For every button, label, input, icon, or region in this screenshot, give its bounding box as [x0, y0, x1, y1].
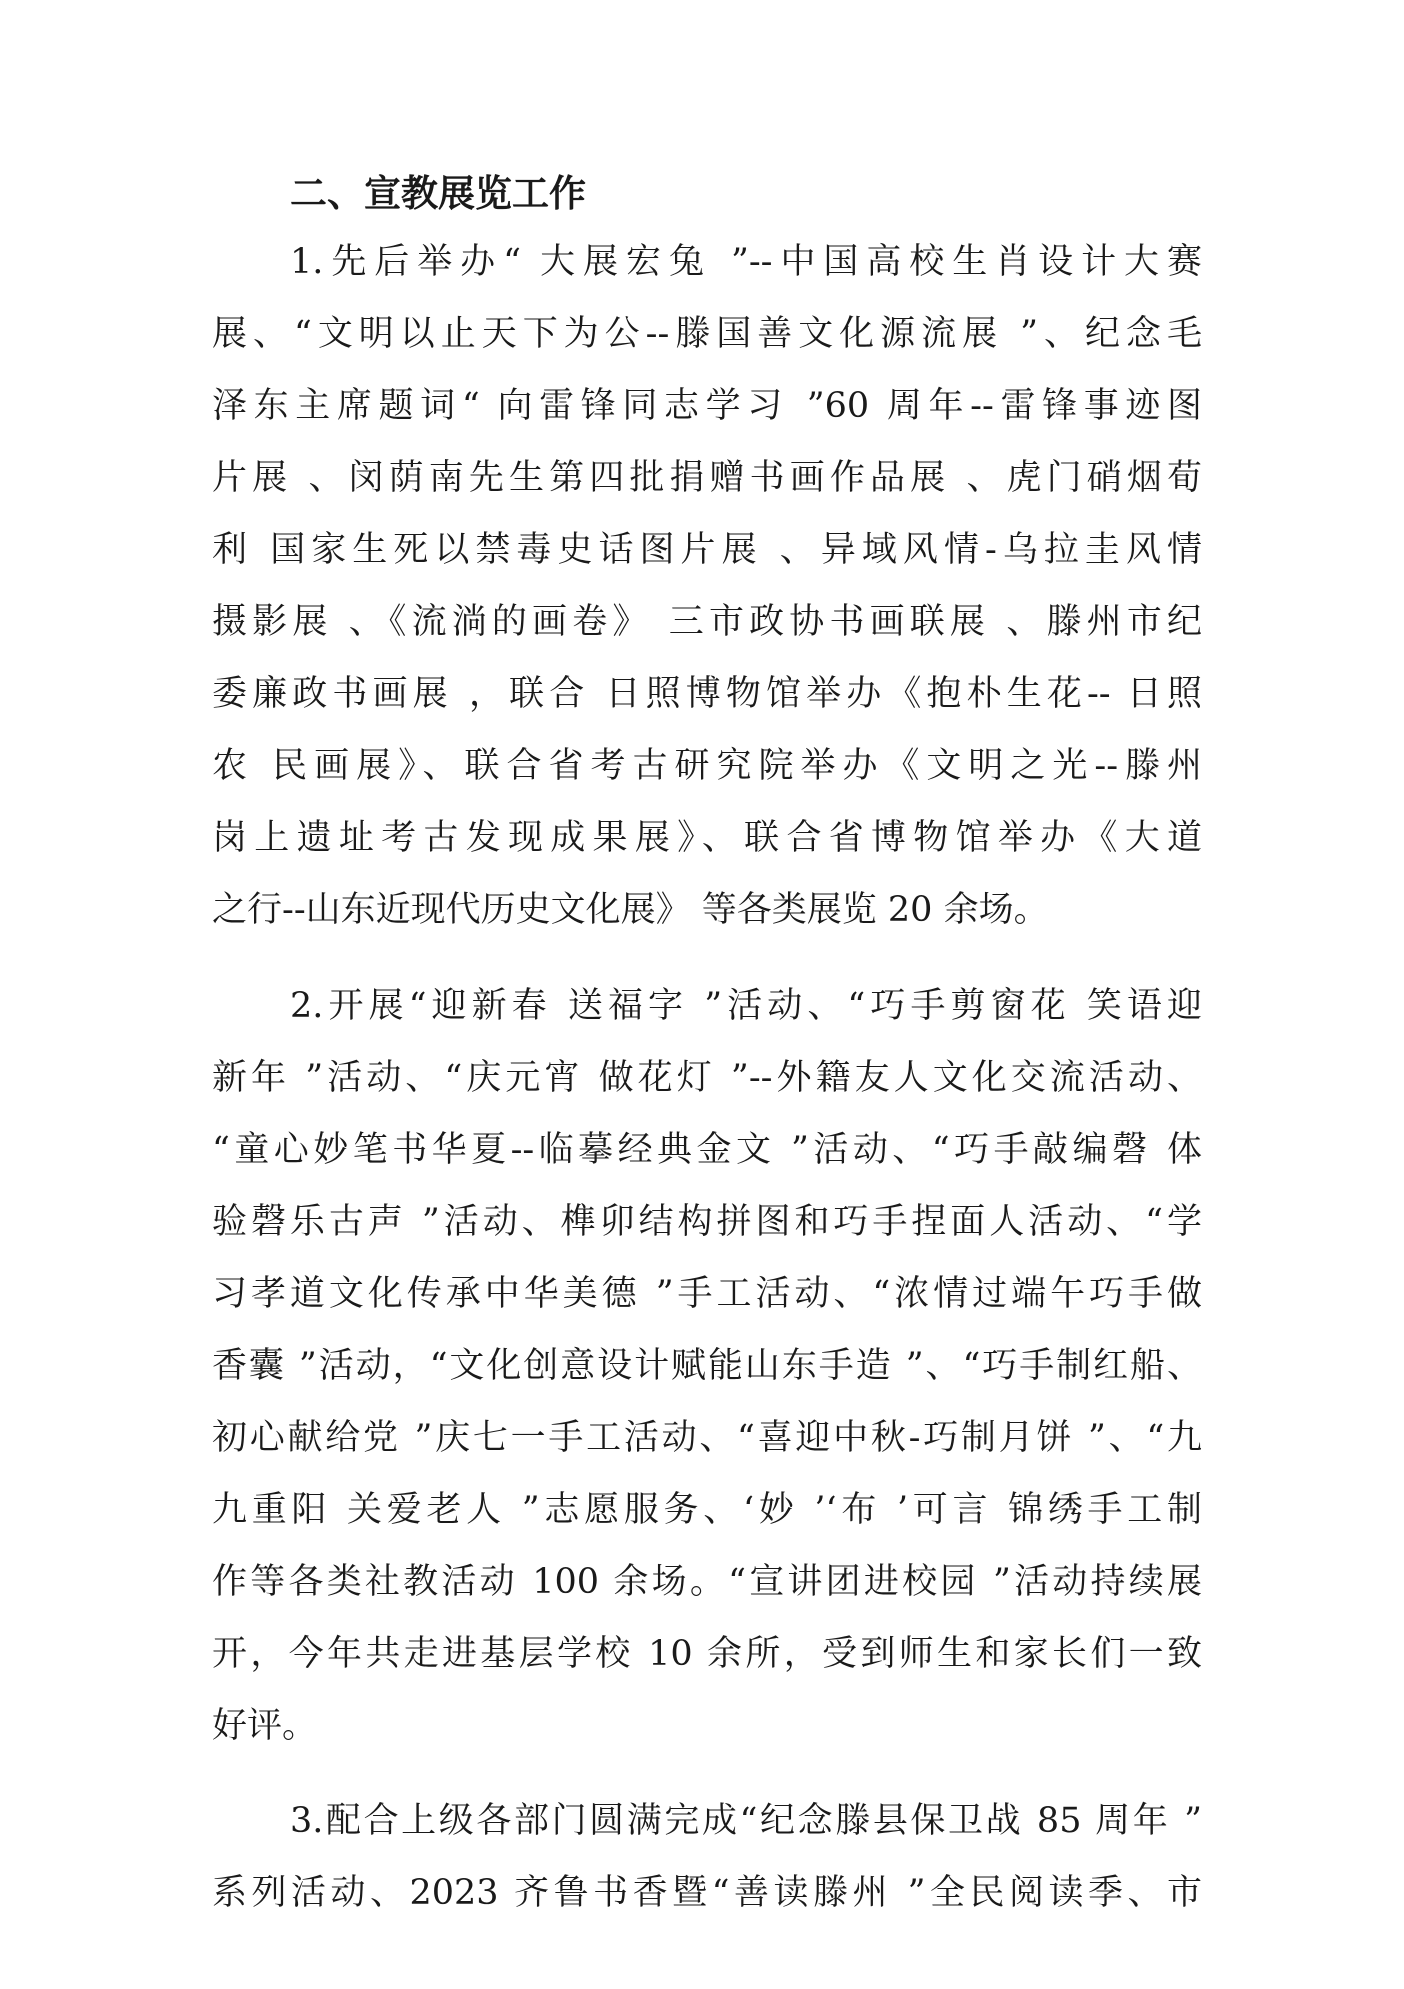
paragraph-line: 系列活动、2023 齐鲁书香暨“善读滕州 ”全民阅读季、市 [212, 1873, 1202, 1913]
paragraph-line: 2.开展“迎新春 送福字 ”活动、“巧手剪窗花 笑语迎 [290, 986, 1202, 1026]
paragraph-line: 开，今年共走进基层学校 10 余所，受到师生和家长们一致 [212, 1634, 1202, 1674]
paragraph-line: 岗上遗址考古发现成果展》、联合省博物馆举办《大道 [212, 818, 1202, 858]
paragraph-line: 好评。 [212, 1706, 318, 1746]
paragraph-line: 农 民画展》、联合省考古研究院举办《文明之光--滕州 [212, 746, 1202, 786]
paragraph-events [212, 1785, 1202, 1929]
paragraph-line: 习孝道文化传承中华美德 ”手工活动、“浓情过端午巧手做 [212, 1274, 1202, 1314]
paragraph-line: 之行--山东近现代历史文化展》 等各类展览 20 余场。 [212, 890, 1049, 930]
paragraph-line: “童心妙笔书华夏--临摹经典金文 ”活动、“巧手敲编磬 体 [212, 1130, 1202, 1170]
paragraph-line: 泽东主席题词“ 向雷锋同志学习 ”60 周年--雷锋事迹图 [212, 386, 1202, 426]
paragraph-line: 验磬乐古声 ”活动、榫卯结构拼图和巧手捏面人活动、“学 [212, 1202, 1202, 1242]
paragraph-line: 摄影展 、《流淌的画卷》 三市政协书画联展 、滕州市纪 [212, 602, 1202, 642]
paragraph-line: 利 国家生死以禁毒史话图片展 、异域风情-乌拉圭风情 [212, 530, 1202, 570]
section-heading: 二、宣教展览工作 [290, 172, 586, 215]
paragraph-line: 1.先后举办“ 大展宏兔 ”--中国高校生肖设计大赛 [290, 242, 1202, 282]
paragraph-line: 新年 ”活动、“庆元宵 做花灯 ”--外籍友人文化交流活动、 [212, 1058, 1202, 1098]
paragraph-exhibitions [212, 226, 1202, 946]
paragraph-line: 香囊 ”活动，“文化创意设计赋能山东手造 ”、“巧手制红船、 [212, 1346, 1202, 1386]
paragraph-line: 九重阳 关爱老人 ”志愿服务、‘妙 ’‘布 ’可言 锦绣手工制 [212, 1490, 1202, 1530]
paragraph-activities [212, 970, 1202, 1762]
paragraph-line: 委廉政书画展 ，联合 日照博物馆举办《抱朴生花-- 日照 [212, 674, 1202, 714]
paragraph-line: 初心献给党 ”庆七一手工活动、“喜迎中秋-巧制月饼 ”、“九 [212, 1418, 1202, 1458]
paragraph-line: 展、“文明以止天下为公--滕国善文化源流展 ”、纪念毛 [212, 314, 1202, 354]
paragraph-line: 3.配合上级各部门圆满完成“纪念滕县保卫战 85 周年 ” [290, 1801, 1202, 1841]
paragraph-line: 作等各类社教活动 100 余场。“宣讲团进校园 ”活动持续展 [212, 1562, 1202, 1602]
paragraph-line: 片展 、闵荫南先生第四批捐赠书画作品展 、虎门硝烟荀 [212, 458, 1202, 498]
